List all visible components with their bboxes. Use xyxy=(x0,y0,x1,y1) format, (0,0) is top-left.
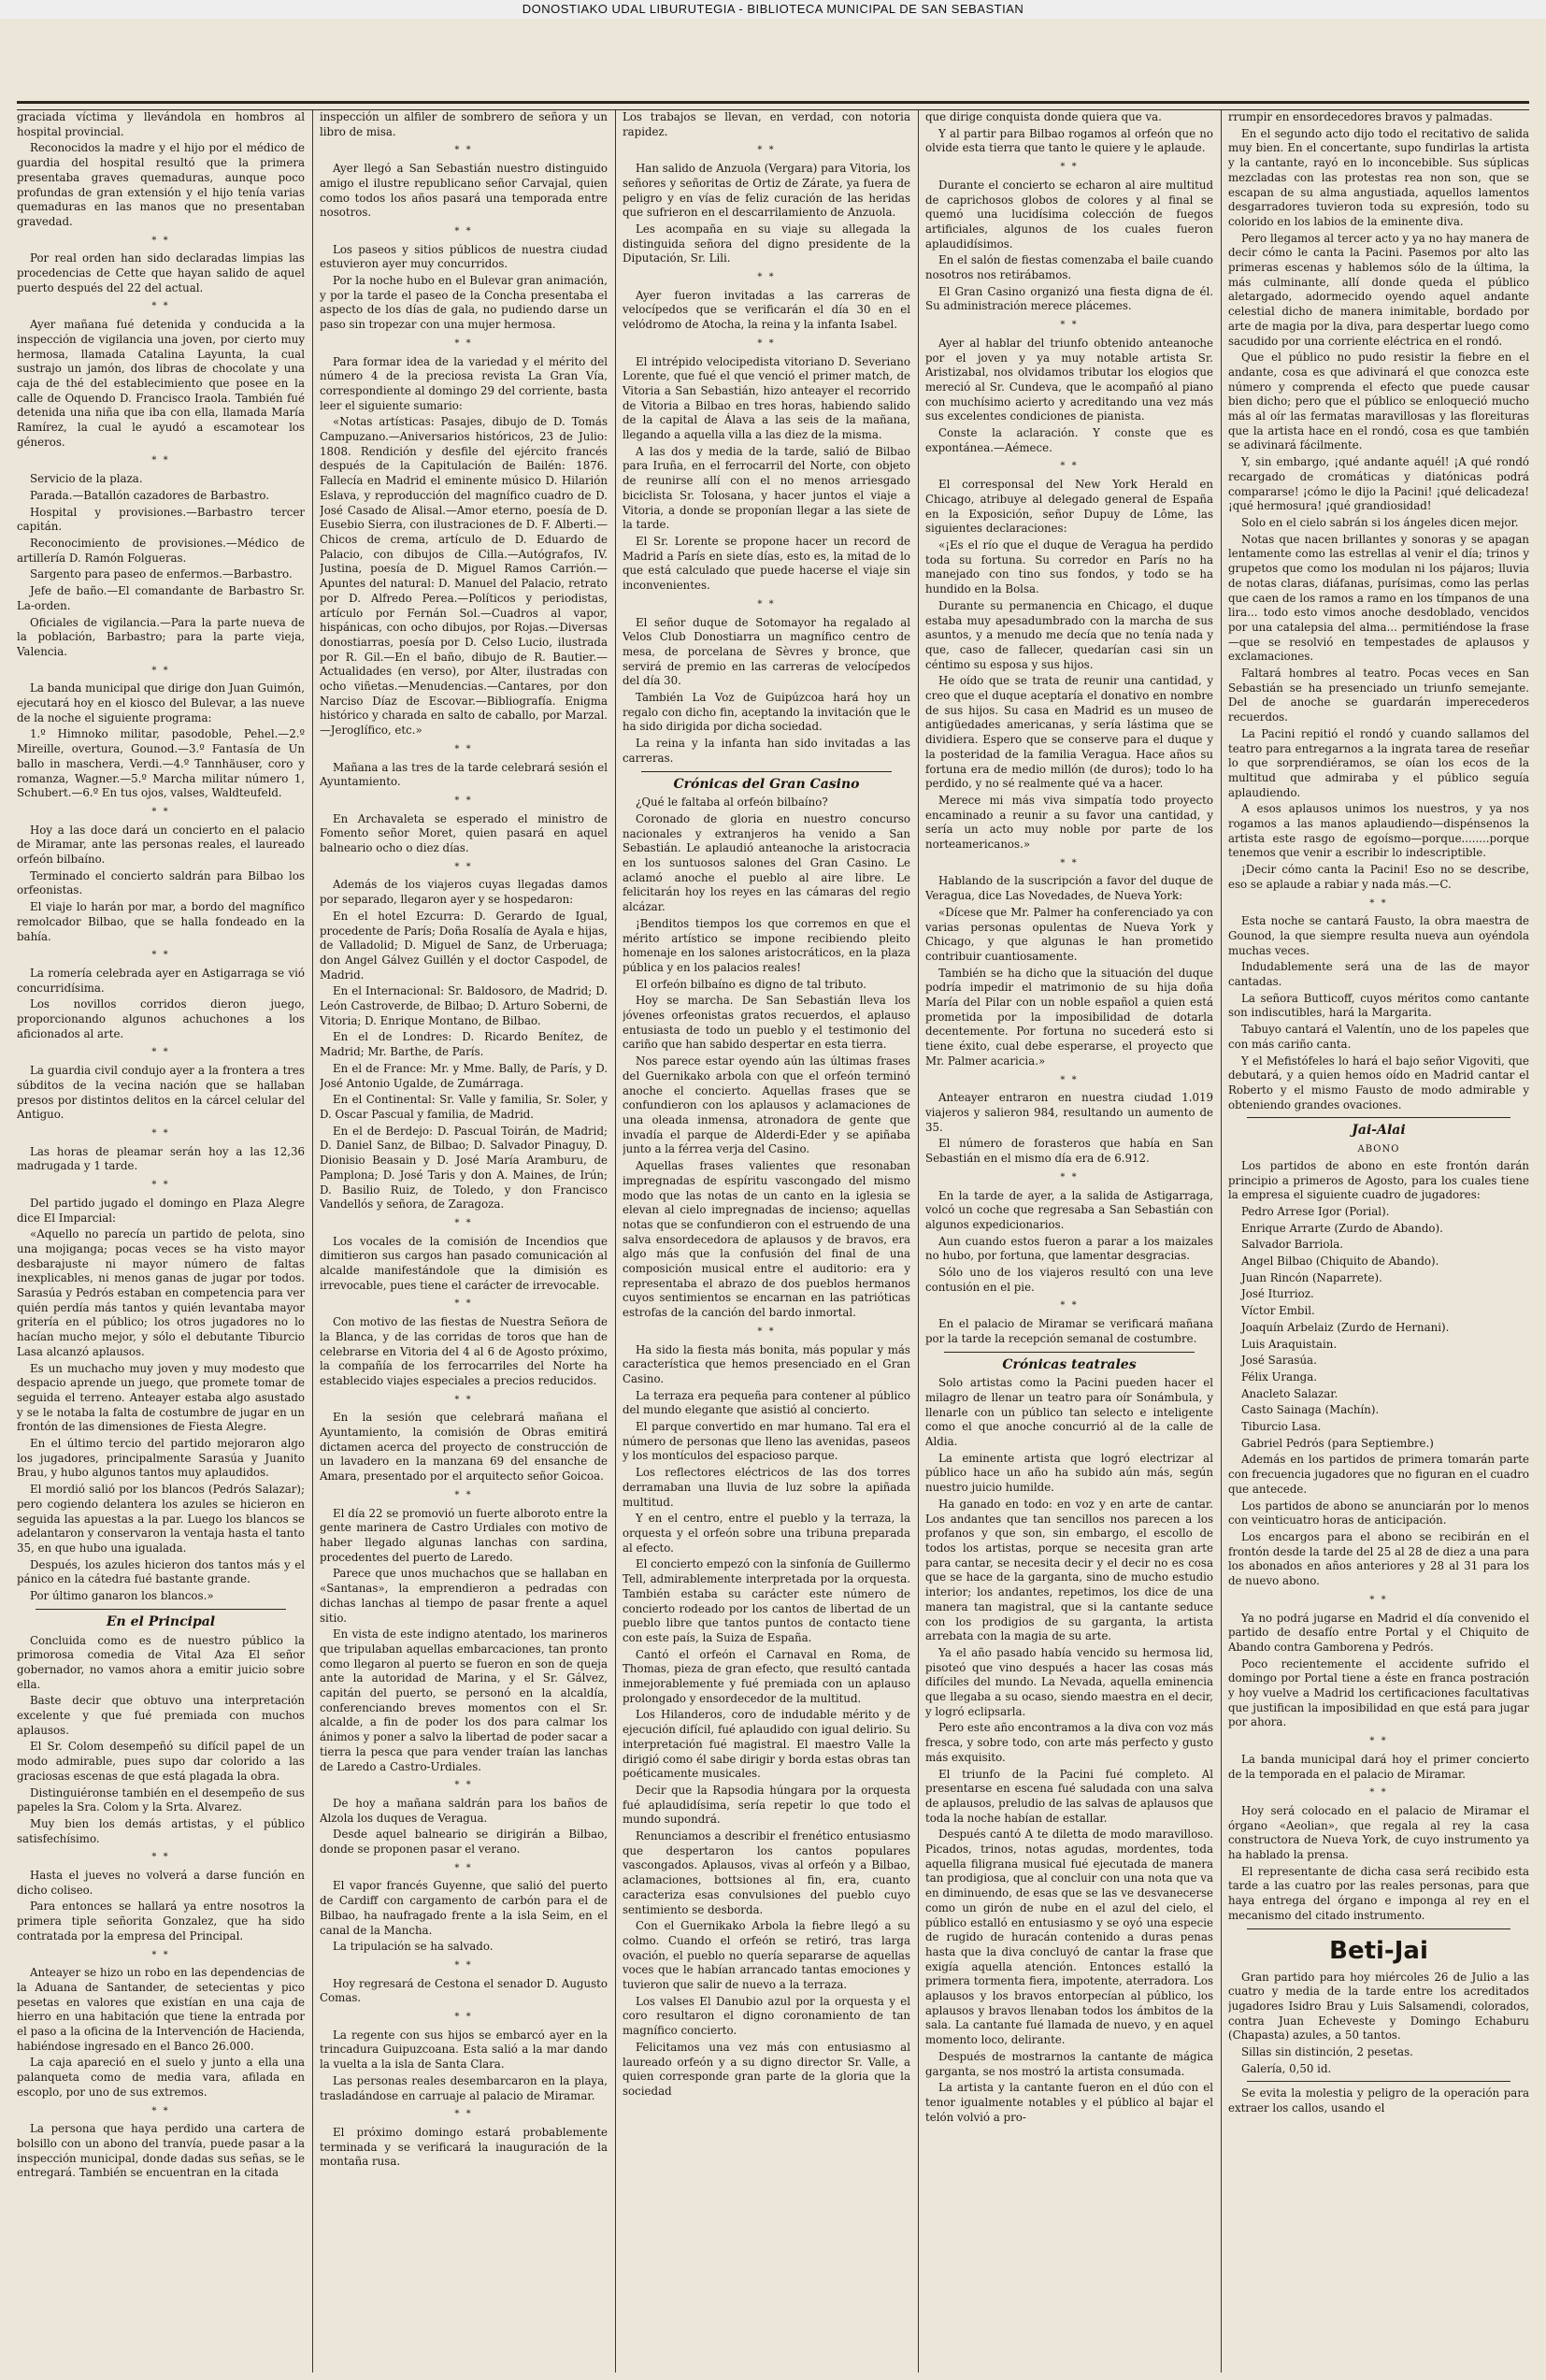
paragraph: Nos parece estar oyendo aún las últimas frases del Guernikako arbola con que el orfeón terminó anoche el concierto. Aquellas frases que se confundieron con los aplausos y aclamaciones de una oleada inmensa, atronadora de gente que invadía el parque de Alderdi-Eder y se apiñaba junto a la férrea verja del Casino. xyxy=(623,1054,910,1156)
separator-stars: * * xyxy=(151,1047,170,1058)
paragraph: Las personas reales desembarcaron en la playa, trasladándose en carruaje al palacio de Miramar. xyxy=(320,2073,608,2102)
paragraph: Indudablemente será una de las de mayor cantadas. xyxy=(1228,960,1529,989)
paragraph: Ha ganado en todo: en voz y en arte de cantar. Los andantes que tan sencillos nos parecen a los profanos y que son, sin embargo, el escollo de todos los artistas, porque se necesita gran arte para cantar, se necesita decir y el decir no es cosa que se hace de la garganta, sino de mucho estudio interior; los andantes, repetimos, los dice de una manera tan magistral, que si la cantante seduce con los prodigios de su garganta, la artista arrebata con la magia de su arte. xyxy=(925,1497,1213,1643)
column-2 xyxy=(320,110,608,2373)
paragraph: Ayer fueron invitadas a las carreras de velocípedos que se verificarán el día 30 en el velódromo de Atocha, la reina y la infanta Isabel. xyxy=(623,288,910,332)
paragraph: Hablando de la suscripción a favor del duque de Veragua, dice Las Novedades, de Nueva York: xyxy=(925,874,1213,903)
paragraph: Durante su permanencia en Chicago, el duque estaba muy apesadumbrado con la marcha de sus asuntos, y a menudo me decía que no tenía nada y que, caso de fallecer, quedarían casi sin un céntimo su esposa y sus hijos. xyxy=(925,598,1213,671)
paragraph: Pero llegamos al tercer acto y ya no hay manera de decir cómo le canta la Pacini. Pasemos por alto las primeras escenas y hablemos sólo de la última, la más culminante, allí donde queda el público aletargado, adormecido oyendo aquel andante celestial dicho de manera inimitable, bordado por arte de magia por la diva, para despertar luego como sacudido por una corriente eléctrica en el rondó. xyxy=(1228,231,1529,348)
paragraph: También La Voz de Guipúzcoa hará hoy un regalo con dicho fin, aceptando la invitación que le ha sido dirigida por dicha sociedad. xyxy=(623,691,910,734)
separator-stars: * * xyxy=(1060,857,1079,868)
section-heading: Jai-Alai xyxy=(1352,1123,1406,1139)
paragraph: ¡Decir cómo canta la Pacini! Eso no se describe, eso se aplaude a rabiar y nada más.—C. xyxy=(1228,863,1529,891)
paragraph: Para formar idea de la variedad y el mérito del número 4 de la preciosa revista La Gran Vía, correspondiente al domingo 29 del corriente, basta leer el siguiente sumario: xyxy=(320,354,608,412)
list-item: José Iturrioz. xyxy=(1241,1287,1314,1301)
separator-stars: * * xyxy=(151,1949,170,1960)
paragraph: También se ha dicho que la situación del duque podría impedir el matrimonio de su hija doña María del Pilar con un noble español a quien está prometida por la imposibilidad de dotarla decentemente. Por fortuna no sucederá esto si tiene éxito, cual debe esperarse, el proyecto que Mr. Palmer acaricia.» xyxy=(925,966,1213,1068)
paragraph: El orfeón bilbaíno es digno de tal tributo. xyxy=(636,977,866,991)
separator-stars: * * xyxy=(1060,162,1079,173)
paragraph: Sargento para paseo de enfermos.—Barbastro. xyxy=(30,567,293,581)
paragraph: Hasta el jueves no volverá a darse función en dicho coliseo. xyxy=(17,1869,305,1897)
paragraph: Sólo uno de los viajeros resultó con una leve contusión en el pie. xyxy=(925,1266,1213,1294)
paragraph: El número de forasteros que había en San Sebastián en el mismo día era de 6.912. xyxy=(925,1137,1213,1166)
paragraph: El vapor francés Guyenne, que salió del puerto de Cardiff con cargamento de carbón para el de Bilbao, ha naufragado frente a la isla Seim, en el canal de la Mancha. xyxy=(320,1879,608,1937)
section-heading: En el Principal xyxy=(106,1613,216,1629)
paragraph: La romería celebrada ayer en Astigarraga se vió concurridísima. xyxy=(17,966,305,995)
column-4 xyxy=(925,110,1213,2373)
list-item: Pedro Arrese Igor (Porial). xyxy=(1241,1204,1390,1218)
paragraph: En el de Londres: D. Ricardo Benítez, de Madrid; Mr. Barthe, de París. xyxy=(320,1030,608,1059)
paragraph: He oído que se trata de reunir una cantidad, y creo que el duque aceptaría el donativo en nombre de sus hijos. Su casa en Madrid es un museo de antigüedades americanas, y sería lástima que se dividiera. Espero que se conserve para el duque y la posteridad de la familia Veragua. Hace años su fortuna era de medio millón (de duros); todo lo ha perdido, y no sé realmente qué va a hacer. xyxy=(925,674,1213,791)
section-rule xyxy=(1247,1117,1510,1118)
separator-stars: * * xyxy=(1060,461,1079,472)
list-item: Víctor Embil. xyxy=(1241,1304,1315,1318)
paragraph: El concierto empezó con la sinfonía de Guillermo Tell, admirablemente interpretada por la orquesta. También estaba su carácter este número de concierto rodeado por los cantos de libertad de un pueblo libre que tantos puntos de contacto tiene con este país, la Suiza de España. xyxy=(623,1557,910,1644)
paragraph: Solo en el cielo sabrán si los ángeles dicen mejor. xyxy=(1241,515,1519,529)
paragraph: Hospital y provisiones.—Barbastro tercer capitán. xyxy=(17,505,305,534)
paragraph: La eminente artista que logró electrizar al público hace un año ha subido aún más, según nuestro juicio humilde. xyxy=(925,1451,1213,1495)
paragraph: Después, los azules hicieron dos tantos más y el pánico en la cátedra fué bastante grande. xyxy=(17,1557,305,1586)
paragraph: «¡Es el río que el duque de Veragua ha perdido toda su fortuna. Su corredor en París no ha manejado con tino sus fondos, y todo se ha hundido en la Bolsa. xyxy=(925,538,1213,596)
separator-stars: * * xyxy=(151,950,170,961)
paragraph: Anteayer se hizo un robo en las dependencias de la Aduana de Santander, de setecientas y pico pesetas en valores que existían en una caja de hierro en una habitación que tiene la entrada por el paso a la oficina de la Intervención de Hacienda, habiéndose ingresado en el Banco 26.000. xyxy=(17,1966,305,2053)
paragraph: Mañana a las tres de la tarde celebrará sesión el Ayuntamiento. xyxy=(320,760,608,789)
paragraph: Ya el año pasado había vencido su hermosa lid, pisoteó que vino después a hacer las cosas más difíciles del mundo. La Nevada, aquella eminencia que llegaba a su ocaso, siendo maestra en el decir, y logró eclipsarla. xyxy=(925,1645,1213,1718)
paragraph: Después cantó A te diletta de modo maravilloso. Picados, trinos, notas agudas, mordentes, toda aquella filigrana musical fué ejecutada de manera tan prodigiosa, que al concluir con una nota que va en diminuendo, de esas que se las ve desvanecerse como un girón de nube en el azul del cielo, el público estalló en entusiasmo y se oyó una especie de rugido de huracán contenido a duras penas hasta que la diva concluyó de cantar la frase que exigía aquella atención. Entonces estalló la primera tormenta fiera, impotente, aterradora. Los aplausos y los bravos entorpecían al público, los aplausos y bravos llenaban todos los ámbitos de la sala. La cantante fué llamada de nuevo, y en aquel momento loco, delirante. xyxy=(925,1828,1213,2047)
section-rule xyxy=(944,1352,1195,1353)
separator-stars: * * xyxy=(454,1298,473,1310)
paragraph: Parada.—Batallón cazadores de Barbastro. xyxy=(30,488,269,502)
paragraph: La regente con sus hijos se embarcó ayer en la trincadura Guipuzcoana. Esta salió a la mar dando la vuelta a la isla de Santa Clara. xyxy=(320,2028,608,2072)
paragraph: En la tarde de ayer, a la salida de Astigarraga, volcó un coche que regresaba a San Sebastián con algunos expedicionarios. xyxy=(925,1188,1213,1231)
paragraph: Ayer llegó a San Sebastián nuestro distinguido amigo el ilustre republicano señor Carvajal, quien como todos los años pasará una temporada entre nosotros. xyxy=(320,162,608,220)
section-rule xyxy=(641,771,892,772)
paragraph: Desde aquel balneario se dirigirán a Bilbao, donde se proponen pasar el verano. xyxy=(320,1828,608,1857)
paragraph: Los reflectores eléctricos de las dos torres derramaban una lluvia de luz sobre la apiñada multitud. xyxy=(623,1466,910,1509)
paragraph: Hoy se marcha. De San Sebastián lleva los jóvenes orfeonistas gratos recuerdos, el aplauso entusiasta de todo un pueblo y el testimonio del cariño que han sabido despertar en esta tierra. xyxy=(623,994,910,1052)
paragraph: Aquellas frases valientes que resonaban impregnadas de espíritu vascongado del mismo modo que las notas de un canto en la iglesia se elevan al cielo impregnadas de incienso; aquellas notas que se confundieron con el estruendo de una salva ensordecedora de aplausos y de bravos, era algo más que la confusión del final de una composición musical entre el auditorio: era y representaba el abrazo de dos pueblos hermanos cuyos sentimientos se encarnan en las patrióticas estrofas de la canción del bardo inmortal. xyxy=(623,1159,910,1320)
list-item: Tiburcio Lasa. xyxy=(1241,1420,1322,1434)
separator-stars: * * xyxy=(757,598,776,609)
paragraph: «Aquello no parecía un partido de pelota, sino una mojiganga; pocas veces se ha visto mayor desbarajuste ni mayor número de faltas inexplicables, ni menos ganas de jugar por todos. Sarasúa y Pedrós estaban en competencia para ver quién perdía más tantos y quién levantaba mayor gritería en el público; los otros jugadores no lo hacían mucho mejor, y sólo el debutante Tiburcio Lasa alcanzó aplausos. xyxy=(17,1227,305,1358)
paragraph: Los partidos de abono en este frontón darán principio a primeros de Agosto, para los cuales tiene la empresa el siguiente cuadro de jugadores: xyxy=(1228,1158,1529,1202)
paragraph: inspección un alfiler de sombrero de señora y un libro de misa. xyxy=(320,110,608,138)
column-divider xyxy=(312,110,313,2373)
list-item: Joaquín Arbelaiz (Zurdo de Hernani). xyxy=(1241,1320,1450,1334)
top-rule xyxy=(17,101,1529,110)
paragraph: La terraza era pequeña para contener al público del mundo elegante que asistió al concierto. xyxy=(623,1388,910,1417)
paragraph: Solo artistas como la Pacini pueden hacer el milagro de llenar un teatro para oír Sonámbula, y llenarle con un público tan selecto e inteligente como el que anoche concurrió al de la calle de Aldia. xyxy=(925,1376,1213,1449)
paragraph: Decir que la Rapsodia húngara por la orquesta fué aplaudidísima, sería repetir lo que todo el mundo supondrá. xyxy=(623,1783,910,1827)
separator-stars: * * xyxy=(454,225,473,237)
separator-stars: * * xyxy=(1369,897,1388,909)
paragraph: El Sr. Lorente se propone hacer un record de Madrid a París en siete días, esto es, la mitad de lo que está calculado que puede hacerse el viaje sin inconvenientes. xyxy=(623,534,910,593)
paragraph: «Dícese que Mr. Palmer ha conferenciado ya con varias personas opulentas de Nueva York y Chicago, y que algunas le han prometido contribuir cuantiosamente. xyxy=(925,905,1213,963)
column-3 xyxy=(623,110,910,2373)
separator-stars: * * xyxy=(151,301,170,312)
separator-stars: * * xyxy=(1369,1787,1388,1799)
paragraph: Poco recientemente el accidente sufrido el domingo por Portal tiene a éste en franca postración y hoy vuelve a Madrid los certificaciones facultativas que justifican la imposibilidad en que está para jugar por ahora. xyxy=(1228,1656,1529,1729)
paragraph: Por real orden han sido declaradas limpias las procedencias de Cette que hayan salido de aquel puerto después del 22 del actual. xyxy=(17,251,305,294)
paragraph: ¿Qué le faltaba al orfeón bilbaíno? xyxy=(636,796,828,810)
paragraph: Oficiales de vigilancia.—Para la parte nueva de la población, Barbastro; para la parte vieja, Valencia. xyxy=(17,615,305,658)
paragraph: Además de los viajeros cuyas llegadas damos por separado, llegaron ayer y se hospedaron: xyxy=(320,878,608,907)
paragraph: Sillas sin distinción, 2 pesetas. xyxy=(1241,2045,1413,2059)
paragraph: Gran partido para hoy miércoles 26 de Julio a las cuatro y media de la tarde entre los acreditados jugadores Isidro Brau y Luis Salsamendi, colorados, contra Juan Echeveste y Domingo Echaburu (Chapasta) azules, a 50 tantos. xyxy=(1228,1970,1529,2043)
paragraph: Los valses El Danubio azul por la orquesta y el coro resultaron el digno coronamiento de tan magnífico concierto. xyxy=(623,1994,910,2038)
paragraph: Las horas de pleamar serán hoy a las 12,36 madrugada y 1 tarde. xyxy=(17,1144,305,1173)
separator-stars: * * xyxy=(454,1780,473,1791)
paragraph: Los partidos de abono se anunciarán por lo menos con veinticuatro horas de anticipación. xyxy=(1228,1498,1529,1527)
paragraph: Y el Mefistófeles lo hará el bajo señor Vigoviti, que debutará, y a quien hemos oído en Madrid cantar el Roberto y el mismo Fausto de modo admirable y obteniendo grandes ovaciones. xyxy=(1228,1054,1529,1111)
separator-stars: * * xyxy=(454,2109,473,2120)
column-1 xyxy=(17,110,305,2373)
paragraph: Durante el concierto se echaron al aire multitud de caprichosos globos de colores y al final se quemó una lucidísima colección de fuegos artificiales, algunos de los cuales fueron aplaudidísimos. xyxy=(925,178,1213,251)
paragraph: ¡Benditos tiempos los que corremos en que el mérito artístico se impone recibiendo pleito homenaje en los salones aristocráticos, en la plaza pública y en los palacios reales! xyxy=(623,916,910,974)
paragraph: Y, sin embargo, ¡qué andante aquél! ¡A qué rondó recargado de cromáticas y diatónicas podrá compararse! ¡cómo le dijo la Pacini! ¡qué delicadeza! ¡qué hermosura! ¡qué grandiosidad! xyxy=(1228,455,1529,513)
paragraph: Además en los partidos de primera tomarán parte con frecuencia jugadores que no figuran en el cuadro que antecede. xyxy=(1228,1453,1529,1496)
paragraph: En el salón de fiestas comenzaba el baile cuando nosotros nos retirábamos. xyxy=(925,253,1213,282)
section-heading: Crónicas teatrales xyxy=(1002,1356,1137,1372)
separator-stars: * * xyxy=(151,2105,170,2116)
paragraph: Reconocimiento de provisiones.—Médico de artillería D. Ramón Folgueras. xyxy=(17,536,305,565)
separator-stars: * * xyxy=(454,1959,473,1971)
column-divider xyxy=(615,110,616,2373)
section-heading: Crónicas del Gran Casino xyxy=(673,776,860,792)
separator-stars: * * xyxy=(757,145,776,156)
separator-stars: * * xyxy=(1369,1594,1388,1605)
paragraph: En el Internacional: Sr. Baldosoro, de Madrid; D. León Castroverde, de Bilbao; D. Arturo Soberni, de Vitoria; D. Enrique Montano, de Bilbao. xyxy=(320,984,608,1027)
paragraph: Terminado el concierto saldrán para Bilbao los orfeonistas. xyxy=(17,868,305,897)
paragraph: Esta noche se cantará Fausto, la obra maestra de Gounod, la que siempre resulta nueva aun oyéndola muchas veces. xyxy=(1228,914,1529,957)
paragraph: En el de France: Mr. y Mme. Bally, de París, y D. José Antonio Ugalde, de Zumárraga. xyxy=(320,1061,608,1090)
paragraph: La guardia civil condujo ayer a la frontera a tres súbditos de la vecina nación que se hallaban presos por distintos delitos en la cárcel celular del Antiguo. xyxy=(17,1064,305,1122)
paragraph: La reina y la infanta han sido invitadas a las carreras. xyxy=(623,737,910,765)
section-rule xyxy=(36,1609,286,1610)
paragraph: En el de Berdejo: D. Pascual Toirán, de Madrid; D. Daniel Sanz, de Bilbao; D. Salvador Pinaguy, D. Dionisio Beasain y D. José María Aramburu, de Pamplona; D. José Taris y don A. Maines, de Irún; D. Basilio Ruiz, de Toledo, y don Francisco Vandellós y señora, de Zaragoza. xyxy=(320,1124,608,1212)
paragraph: Por último ganaron los blancos.» xyxy=(30,1589,214,1603)
separator-stars: * * xyxy=(1060,320,1079,331)
section-rule xyxy=(1247,2081,1510,2082)
separator-stars: * * xyxy=(757,272,776,283)
paragraph: Y en el centro, entre el pueblo y la terraza, la orquesta y el orfeón sobre una tribuna preparada al efecto. xyxy=(623,1512,910,1555)
archive-header: DONOSTIAKO UDAL LIBURUTEGIA - BIBLIOTECA MUNICIPAL DE SAN SEBASTIAN xyxy=(0,0,1546,19)
paragraph: Les acompaña en su viaje su allegada la distinguida señora del digno presidente de la Diputación, Sr. Lili. xyxy=(623,222,910,265)
paragraph: Concluida como es de nuestro público la primorosa comedia de Vital Aza El señor gobernador, no vamos ahora a emitir juicio sobre ella. xyxy=(17,1633,305,1691)
paragraph: En la sesión que celebrará mañana el Ayuntamiento, la comisión de Obras emitirá dictamen acerca del proyecto de construcción de un lavadero en la manzana 69 del ensanche de Amara, presentado por el arquitecto señor Goicoa. xyxy=(320,1411,608,1484)
paragraph: En Archavaleta se esperado el ministro de Fomento señor Moret, quien pasará en aquel balneario ocho o diez días. xyxy=(320,811,608,855)
paragraph: Conste la aclaración. Y conste que es expontánea.—Aémece. xyxy=(925,426,1213,454)
columns xyxy=(17,110,1529,2373)
list-item: Enrique Arrarte (Zurdo de Abando). xyxy=(1241,1221,1443,1235)
paragraph: En el segundo acto dijo todo el recitativo de salida muy bien. En el concertante, supo fundirlas la artista y la cantante, rayó en lo inconcebible. Sus súplicas mezcladas con las protestas rea non son, que se escapan de su alma angustiada, aquellos lamentos desgarradores tuvieron toda su expresión, todo su colorido en los labios de la eminente diva. xyxy=(1228,126,1529,228)
paragraph: Han salido de Anzuola (Vergara) para Vitoria, los señores y señoritas de Ortiz de Zárate, ya fuera de peligro y en vías de feliz curación de las heridas que sufrieron en el descarrilamiento de Anzuola. xyxy=(623,162,910,220)
list-item: Anacleto Salazar. xyxy=(1241,1386,1338,1400)
paragraph: La caja apareció en el suelo y junto a ella una palanqueta como de media vara, afilada en escoplo, por uno de sus extremos. xyxy=(17,2056,305,2099)
paragraph: El Sr. Colom desempeñó su difícil papel de un modo admirable, pues supo dar colorido a las graciosas escenas de que está plagada la obra. xyxy=(17,1740,305,1783)
paragraph: Para entonces se hallará ya entre nosotros la primera tiple señorita Gonzalez, que ha sido contratada por la empresa del Principal. xyxy=(17,1900,305,1943)
paragraph: El viaje lo harán por mar, a bordo del magnífico remolcador Bilbao, que se halla fondeado en la bahía. xyxy=(17,900,305,943)
paragraph: Con motivo de las fiestas de Nuestra Señora de la Blanca, y de las corridas de toros que han de celebrarse en Vitoria del 4 al 6 de Agosto próximo, la compañía de los ferrocarriles del Norte ha establecido viajes especiales a precios reducidos. xyxy=(320,1315,608,1387)
separator-stars: * * xyxy=(454,2012,473,2023)
separator-stars: * * xyxy=(151,806,170,817)
paragraph: Parece que unos muchachos que se hallaban en «Santanas», la emprendieron a pedradas con dichas lanchas al tiempo de pasar frente a aquel sitio. xyxy=(320,1567,608,1625)
paragraph: En el último tercio del partido mejoraron algo los jugadores, principalmente Sarasúa y Juanito Brau, y hubo algunos tantos muy aplaudidos. xyxy=(17,1437,305,1480)
paragraph: Aun cuando estos fueron a parar a los maizales no hubo, por fortuna, que lamentar desgracias. xyxy=(925,1234,1213,1263)
paragraph: Pero este año encontramos a la diva con voz más fresca, y sobre todo, con arte más perfecto y gusto más exquisito. xyxy=(925,1721,1213,1764)
paragraph: Anteayer entraron en nuestra ciudad 1.019 viajeros y salieron 984, resultando un aumento de 35. xyxy=(925,1091,1213,1134)
paragraph: Merece mi más viva simpatía todo proyecto encaminado a reunir a su favor una cantidad, y sería un acto muy noble por parte de los norteamericanos.» xyxy=(925,793,1213,852)
list-item: Salvador Barriola. xyxy=(1241,1238,1344,1252)
section-subheading: ABONO xyxy=(1357,1144,1400,1155)
list-item: José Sarasúa. xyxy=(1241,1354,1317,1368)
paragraph: La tripulación se ha salvado. xyxy=(333,1940,494,1954)
separator-stars: * * xyxy=(1060,1074,1079,1085)
paragraph: El intrépido velocipedista vitoriano D. Severiano Lorente, que fué el que venció el primer match, de Vitoria a San Sebastián, hizo anteayer el recorrido de Vitoria a Bilbao en tres horas, habiendo salido de la capital de Álava a las seis de la mañana, llegando a aquella villa a las diez de la misma. xyxy=(623,354,910,442)
paragraph: Ayer mañana fué detenida y conducida a la inspección de vigilancia una joven, por cierto muy hermosa, llamada Catalina Layunta, la cual sustrajo un jamón, dos libras de chocolate y una caja de thé del establecimiento que posee en la calle de Oquendo D. Francisco Iraola. También fué detenida una niña que iba con ella, llamada María Ramírez, la cual le ayudó a escamotear los géneros. xyxy=(17,318,305,449)
separator-stars: * * xyxy=(454,861,473,872)
paragraph: En el palacio de Miramar se verificará mañana por la tarde la recepción semanal de costumbre. xyxy=(925,1317,1213,1345)
separator-stars: * * xyxy=(454,1862,473,1873)
separator-stars: * * xyxy=(757,337,776,349)
paragraph: A esos aplausos unimos los nuestros, y ya nos rogamos a las manos aplaudiendo—dispénsenos la artista este rasgo de egoísmo—porque........porque tenemos que venir a escribir lo indescriptible. xyxy=(1228,802,1529,860)
separator-stars: * * xyxy=(151,1852,170,1863)
paragraph: Los trabajos se llevan, en verdad, con notoria rapidez. xyxy=(623,110,910,138)
separator-stars: * * xyxy=(454,743,473,754)
paragraph: Coronado de gloria en nuestro concurso nacionales y extranjeros ha venido a San Sebastián. Le aplaudió anteanoche la aristocracia en los suntuosos salones del Gran Casino. Le aclamó anoche el pueblo al aire libre. Le felicitarán hoy los reyes en las cámaras del regio alcázar. xyxy=(623,811,910,914)
paragraph: En vista de este indigno atentado, los marineros que tripulaban aquellas embarcaciones, tan pronto como llegaron al puerto se fueron en son de queja ante la autoridad de Marina, y el Sr. Gálvez, capitán del puerto, se personó en la alcaldía, conferenciando breves momentos con el Sr. alcalde, a fin de poder los dos para calmar los ánimos y poner a salvo la libertad de poder sacar a tierra la pesca que para vender traían las lanchas de Laredo a Castro-Urdiales. xyxy=(320,1627,608,1773)
paragraph: Distinguiéronse también en el desempeño de sus papeles la Sra. Colom y la Srta. Alvarez. xyxy=(17,1785,305,1814)
paragraph: Los encargos para el abono se recibirán en el frontón desde la tarde del 25 al 28 de diez a una para los abonados en años anteriores y 28 al 31 para los de nuevo abono. xyxy=(1228,1529,1529,1588)
paragraph: Hoy a las doce dará un concierto en el palacio de Miramar, ante las personas reales, el laureado orfeón bilbaíno. xyxy=(17,823,305,867)
paragraph: Y al partir para Bilbao rogamos al orfeón que no olvide esta tierra que tanto le quiere y le aplaude. xyxy=(925,126,1213,155)
paragraph: La artista y la cantante fueron en el dúo con el tenor igualmente notables y el público al bajar el telón volvió a pro- xyxy=(925,2081,1213,2124)
list-item: Angel Bilbao (Chiquito de Abando). xyxy=(1241,1255,1439,1269)
paragraph: Jefe de baño.—El comandante de Barbastro Sr. La-orden. xyxy=(17,584,305,612)
paragraph: En el Continental: Sr. Valle y familia, Sr. Soler, y D. Oscar Pascual y familia, de Madrid. xyxy=(320,1093,608,1121)
separator-stars: * * xyxy=(151,455,170,466)
paragraph: La señora Butticoff, cuyos méritos como cantante son indiscutibles, hará la Margarita. xyxy=(1228,991,1529,1020)
separator-stars: * * xyxy=(1060,1300,1079,1312)
paragraph: Ha sido la fiesta más bonita, más popular y más característica que hemos presenciado en el Gran Casino. xyxy=(623,1342,910,1385)
section-heading-large: Beti-Jai xyxy=(1329,1936,1428,1965)
separator-stars: * * xyxy=(151,1180,170,1191)
paragraph: Los vocales de la comisión de Incendios que dimitieron sus cargos han pasado comunicación al alcalde manifestándole que la dimisión es irrevocable, pues tiene el carácter de irrevocable. xyxy=(320,1234,608,1292)
paragraph: 1.º Himnoko militar, pasodoble, Pehel.—2.º Mireille, overtura, Gounod.—3.º Fantasía de Un ballo in maschera, Verdi.—4.º Tannhäuser, coro y romanza, Wagner.—5.º Marcha militar número 1, Schubert.—6.º En tus ojos, valses, Waldteufeld. xyxy=(17,727,305,800)
paragraph: Ya no podrá jugarse en Madrid el día convenido el partido de desafío entre Portal y el Chiquito de Abando contra Gamborena y Pedrós. xyxy=(1228,1611,1529,1654)
separator-stars: * * xyxy=(454,1217,473,1228)
paragraph: El señor duque de Sotomayor ha regalado al Velos Club Donostiarra un magnífico centro de mesa, de porcelana de Sèvres y bronce, que servirá de premio en las carreras de velocípedos del día 30. xyxy=(623,615,910,688)
paragraph: rrumpir en ensordecedores bravos y palmadas. xyxy=(1228,110,1493,123)
column-divider xyxy=(1221,110,1222,2373)
paragraph: Que el público no pudo resistir la fiebre en el andante, cosa es que adivinará el que conozca este número y comprenda el efecto que puede causar bien dicho; pero que el público se enloqueció mucho más al oír las fermatas maravillosas y las floreituras que la artista hace en el rondó, cosa es que también se adivinará fácilmente. xyxy=(1228,351,1529,452)
separator-stars: * * xyxy=(1369,1736,1388,1747)
paragraph: Con el Guernikako Arbola la fiebre llegó a su colmo. Cuando el orfeón se retiró, tras larga ovación, el pueblo no quería separarse de aquellas voces que le habían arrancado tantas emociones y tuvieron que salir de nuevo a la terraza. xyxy=(623,1919,910,1992)
paragraph: Galería, 0,50 id. xyxy=(1241,2061,1332,2075)
paragraph: El Gran Casino organizó una fiesta digna de él. Su administración merece plácemes. xyxy=(925,284,1213,313)
paragraph: Servicio de la plaza. xyxy=(30,472,143,486)
paragraph: Reconocidos la madre y el hijo por el médico de guardia del hospital resultó que la primera presentaba graves quemaduras, aunque poco profundas de gran extensión y el hijo tenía varias quemaduras en las manos que no presentaban gravedad. xyxy=(17,141,305,228)
paragraph: «Notas artísticas: Pasajes, dibujo de D. Tomás Campuzano.—Aniversarios históricos, 23 de Julio: 1808. Rendición y desfile del ejército francés después de la Capitulación de Bailén: 1876. Fallecía en Madrid el eminente músico D. Hilarión Eslava, y reproducción del magnífico cuadro de D. José Casado de Alisal.—Amor eterno, poesía de D. Eusebio Sierra, con ilustraciones de D. F. Alberti.—Chicos de crema, artículo de D. Eduardo de Palacio, con dibujos de Cilla.—Autógrafos, IV. Justina, poesía de D. Miguel Ramos Carrión.—Apuntes del natural: D. Manuel del Palacio, retrato por D. Alfredo Perea.—Políticos y periodistas, artículo por Fernán Sol.—Cuadros al vapor, hispánicas, con ocho dibujos, por Rojas.—Diversas donostiarras, poesía por D. Celso Lucio, ilustrada por R. Gil.—En el baño, dibujo de R. Bautier.—Actualidades (en verso), por Alter, ilustradas con ocho viñetas.—Menudencias.—Cantares, por don Narciso Díaz de Escovar.—Bibliografía. Enigma histórico y charada en salto de caballo, por Marzal.—Jeroglífico, etc.» xyxy=(320,415,608,738)
paragraph: En el hotel Ezcurra: D. Gerardo de Igual, procedente de París; Doña Rosalía de Ayala e hijas, de Valladolid; D. Miguel de Sanz, de Urberuaga; don Angel Gálvez Guillén y el doctor Caspodel, de Madrid. xyxy=(320,909,608,982)
paragraph: El triunfo de la Pacini fué completo. Al presentarse en escena fué saludada con una salva de aplausos, preludio de las salvas de aplausos que toda la noche habían de estallar. xyxy=(925,1767,1213,1825)
paragraph: Notas que nacen brillantes y sonoras y se apagan lentamente como las estrellas al venir el día; trinos y grupetos que como los modulan ni los pájaros; lluvia de notas claras, diáfanas, purísimas, como las perlas que caen de los ramos a ramo en los tímpanos de una lira... todo esto vimos anoche desdoblado, vencidos por una catalepsia del alma... permitiéndose la frase—que se resolvió en tempestades de aplausos y exclamaciones. xyxy=(1228,532,1529,664)
section-rule xyxy=(1247,1928,1510,1929)
paragraph: Faltará hombres al teatro. Pocas veces en San Sebastián se ha presenciado un triunfo semejante. Del de anoche se guardarán imperecederos recuerdos. xyxy=(1228,667,1529,724)
list-item: Luis Araquistain. xyxy=(1241,1337,1338,1351)
paragraph: Hoy será colocado en el palacio de Miramar el órgano «Aeolian», que regala al rey la casa constructora de Nueva York, de cuyo instrumento ya ha hablado la prensa. xyxy=(1228,1803,1529,1862)
paragraph: El mordió salió por los blancos (Pedrós Salazar); pero cogiendo delantera los azules se hicieron en seguida las apuestas a la par. Luego los blancos se adelantaron y conservaron la ventaja hasta el tanto 35, en que hubo una igualada. xyxy=(17,1483,305,1555)
list-item: Juan Rincón (Naparrete). xyxy=(1241,1270,1382,1284)
separator-stars: * * xyxy=(1060,1171,1079,1183)
column-5 xyxy=(1228,110,1529,2373)
separator-stars: * * xyxy=(454,145,473,156)
paragraph: La Pacini repitió el rondó y cuando sallamos del teatro para entregarnos a la ingrata tarea de reseñar lo que sorprendiéramos, se oían los ecos de la multitud que admiraba y el público seguía aplaudiendo. xyxy=(1228,726,1529,799)
paragraph: La persona que haya perdido una cartera de bolsillo con un abono del tranvía, puede pasar a la inspección municipal, donde dadas sus señas, se le entregará. También se encuentran en la citada xyxy=(17,2122,305,2180)
column-divider xyxy=(918,110,919,2373)
paragraph: Renunciamos a describir el frenético entusiasmo que despertaron los cantos populares vascongados. Aplausos, vivas al orfeón y a Bilbao, aclamaciones, bottsiones al fin, era, cuanto caracteriza esas convulsiones del pueblo cuyo sentimiento se desborda. xyxy=(623,1829,910,1916)
separator-stars: * * xyxy=(151,235,170,246)
paragraph: El próximo domingo estará probablemente terminada y se verificará la inauguración de la montaña rusa. xyxy=(320,2126,608,2169)
paragraph: La banda municipal que dirige don Juan Guimón, ejecutará hoy en el kiosco del Bulevar, a las nueve de la noche el siguiente programa: xyxy=(17,681,305,724)
separator-stars: * * xyxy=(151,665,170,676)
paragraph: Ayer al hablar del triunfo obtenido anteanoche por el joven y ya muy notable artista Sr. Aristizabal, nos olvidamos tributar los elogios que mereció al Sr. Cundeva, que le acompañó al piano con muchísimo acierto y acreditando una vez más sus excelentes condiciones de pianista. xyxy=(925,336,1213,423)
paragraph: Los Hilanderos, coro de indudable mérito y de ejecución difícil, fué aplaudido con igual delirio. Su interpretación fué magistral. El maestro Valle la dirigió como él sabe dirigir y borda estas obras tan poéticamente musicales. xyxy=(623,1708,910,1781)
paragraph: El parque convertido en mar humano. Tal era el número de personas que lleno las avenidas, paseos y los montículos del espacioso parque. xyxy=(623,1420,910,1463)
paragraph: Baste decir que obtuvo una interpretación excelente y que fué premiada con muchos aplausos. xyxy=(17,1694,305,1737)
separator-stars: * * xyxy=(757,1326,776,1337)
paragraph: Tabuyo cantará el Valentín, uno de los papeles que con más cariño canta. xyxy=(1228,1023,1529,1051)
paragraph: Por la noche hubo en el Bulevar gran animación, y por la tarde el paseo de la Concha presentaba el aspecto de los días de gala, no pudiendo darse un paso sin tropezar con una mujer hermosa. xyxy=(320,274,608,332)
paragraph: La banda municipal dará hoy el primer concierto de la temporada en el palacio de Miramar. xyxy=(1228,1752,1529,1781)
paragraph: Los paseos y sitios públicos de nuestra ciudad estuvieron ayer muy concurridos. xyxy=(320,242,608,271)
paragraph: Felicitamos una vez más con entusiasmo al laureado orfeón y a su digno director Sr. Valle, a quien corresponde gran parte de la gloria que la sociedad xyxy=(623,2040,910,2098)
separator-stars: * * xyxy=(454,795,473,806)
paragraph: Es un muchacho muy joven y muy modesto que despacio aprende un juego, que promete tomar de seguida el terreno. Anteayer estaba algo asustado y se le notaba la falta de costumbre de jugar en un frontón de las dimensiones de Fiesta Alegre. xyxy=(17,1361,305,1434)
paragraph: Cantó el orfeón el Carnaval en Roma, de Thomas, pieza de gran efecto, que resultó cantada inmejorablemente y fué premiada con un aplauso prolongado y ensordecedor de la multitud. xyxy=(623,1647,910,1705)
separator-stars: * * xyxy=(151,1128,170,1139)
separator-stars: * * xyxy=(454,1489,473,1500)
paragraph: que dirige conquista donde quiera que va. xyxy=(925,110,1162,123)
paragraph: Los novillos corridos dieron juego, proporcionando algunos achuchones a los aficionados al arte. xyxy=(17,997,305,1040)
paragraph: Hoy regresará de Cestona el senador D. Augusto Comas. xyxy=(320,1976,608,2005)
paragraph: graciada víctima y llevándola en hombros al hospital provincial. xyxy=(17,110,305,138)
separator-stars: * * xyxy=(454,1394,473,1405)
separator-stars: * * xyxy=(454,337,473,349)
paragraph: Muy bien los demás artistas, y el público satisfechísimo. xyxy=(17,1816,305,1845)
paragraph: A las dos y media de la tarde, salió de Bilbao para Iruña, en el ferrocarril del Norte, con objeto de reunirse allí con el no menos arriesgado biciclista Sr. Tolosana, y hacer juntos el viaje a Vitoria, a donde se proponían llegar a las siete de la tarde. xyxy=(623,444,910,532)
paragraph: El día 22 se promovió un fuerte alboroto entre la gente marinera de Castro Urdiales con motivo de haber llegado algunas lanchas con sardina, procedentes del puerto de Laredo. xyxy=(320,1506,608,1564)
paragraph: El representante de dicha casa será recibido esta tarde a las cuatro por las reales personas, para que haya entrega del órgano e imponga al rey en el mecanismo del citado instrumento. xyxy=(1228,1864,1529,1922)
paragraph: El corresponsal del New York Herald en Chicago, atribuye al delegado general de España en la Exposición, señor Dupuy de Lôme, las siguientes declaraciones: xyxy=(925,478,1213,536)
list-item: Félix Uranga. xyxy=(1241,1369,1318,1384)
paragraph: Del partido jugado el domingo en Plaza Alegre dice El Imparcial: xyxy=(17,1196,305,1225)
list-item: Gabriel Pedrós (para Septiembre.) xyxy=(1241,1436,1434,1450)
paragraph: Después de mostrarnos la cantante de mágica garganta, se nos mostró la artista consumada. xyxy=(925,2049,1213,2078)
list-item: Casto Sainaga (Machín). xyxy=(1241,1403,1380,1417)
paragraph: De hoy a mañana saldrán para los baños de Alzola los duques de Veragua. xyxy=(320,1796,608,1825)
paragraph: Se evita la molestia y peligro de la operación para extraer los callos, usando el xyxy=(1228,2086,1529,2115)
